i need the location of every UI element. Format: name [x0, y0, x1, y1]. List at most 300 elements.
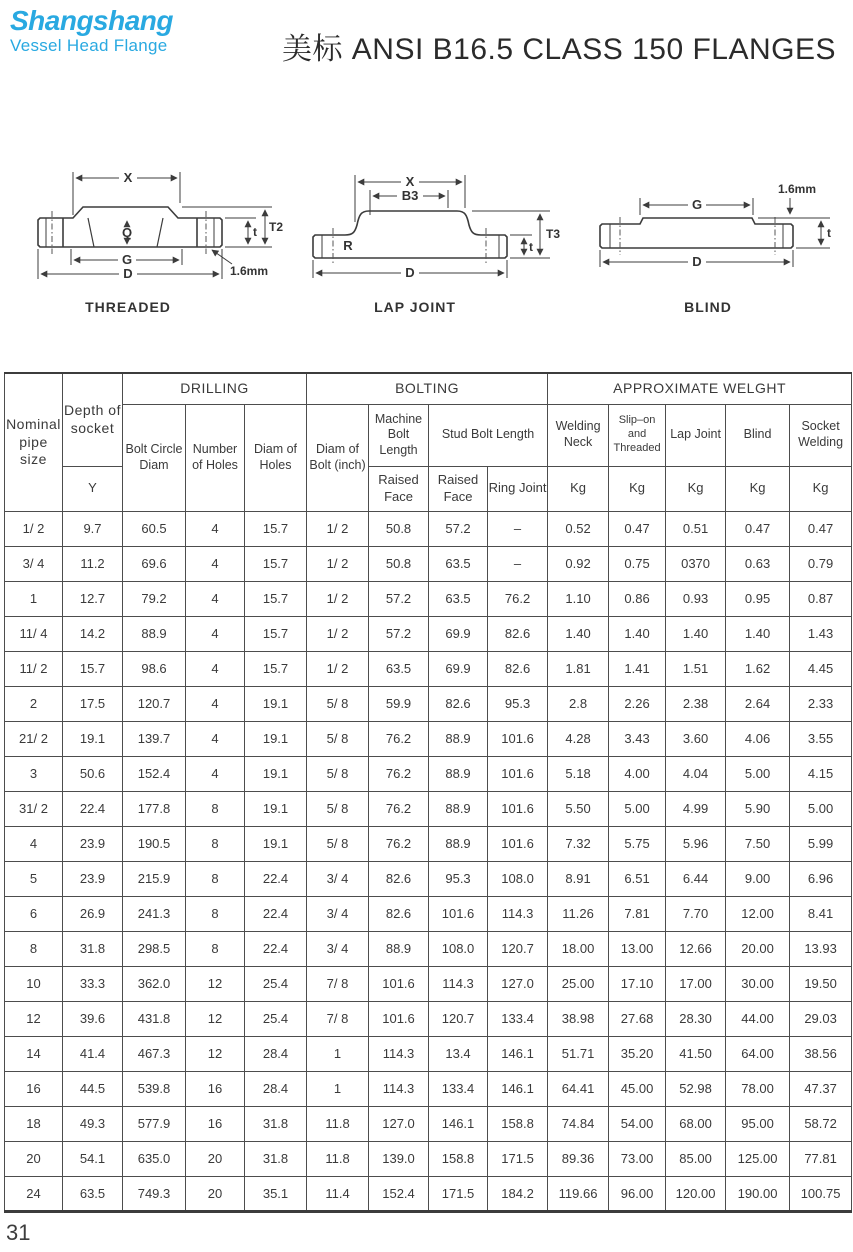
- cell: 119.66: [548, 1176, 609, 1211]
- table-body: [5, 511, 852, 1211]
- cell: 8: [186, 791, 245, 826]
- table-row: [5, 511, 852, 546]
- cell: 2.64: [726, 686, 790, 721]
- cell: 5: [5, 861, 63, 896]
- cell: 108.0: [429, 931, 488, 966]
- cell: –: [488, 546, 548, 581]
- cell: 8: [186, 896, 245, 931]
- cell: 15.7: [63, 651, 123, 686]
- cell: 184.2: [488, 1176, 548, 1211]
- cell: 82.6: [488, 616, 548, 651]
- cell: 5/ 8: [307, 686, 369, 721]
- table-row: [5, 1176, 852, 1211]
- unit-kg-2: Kg: [609, 466, 666, 511]
- cell: 79.2: [123, 581, 186, 616]
- cell: 19.1: [245, 756, 307, 791]
- cell: 4.28: [548, 721, 609, 756]
- cell: 146.1: [488, 1071, 548, 1106]
- table-row: [5, 1141, 852, 1176]
- brand-logo: [10, 6, 173, 55]
- svg-text:G: G: [121, 252, 133, 267]
- unit-kg-5: Kg: [790, 466, 852, 511]
- header-socket-welding: Socket Welding: [790, 404, 852, 466]
- cell: 63.5: [63, 1176, 123, 1211]
- cell: 101.6: [369, 966, 429, 1001]
- cell: 16: [5, 1071, 63, 1106]
- unit-kg-4: Kg: [726, 466, 790, 511]
- cell: 96.00: [609, 1176, 666, 1211]
- header-bolt-circle-diam: Bolt Circle Diam: [123, 404, 186, 511]
- cell: 15.7: [245, 581, 307, 616]
- cell: 5.00: [726, 756, 790, 791]
- cell: 88.9: [369, 931, 429, 966]
- cell: 7.70: [666, 896, 726, 931]
- cell: 8.91: [548, 861, 609, 896]
- lapjoint-dim-labels: [343, 174, 560, 315]
- cell: 125.00: [726, 1141, 790, 1176]
- cell: 3: [5, 756, 63, 791]
- cell: 133.4: [429, 1071, 488, 1106]
- header-nominal-pipe-size: Nominal pipe size: [5, 373, 63, 511]
- page-number: 31: [6, 1220, 31, 1245]
- cell: 31.8: [245, 1106, 307, 1141]
- cell: 577.9: [123, 1106, 186, 1141]
- cell: 120.7: [123, 686, 186, 721]
- cell: 171.5: [429, 1176, 488, 1211]
- svg-text:T2: T2: [269, 220, 284, 234]
- table-row: [5, 861, 852, 896]
- svg-text:t: t: [253, 225, 257, 239]
- cell: 6.51: [609, 861, 666, 896]
- cell: 57.2: [369, 616, 429, 651]
- cell: 1/ 2: [307, 581, 369, 616]
- cell: 12: [5, 1001, 63, 1036]
- cell: 1/ 2: [307, 616, 369, 651]
- cell: 0370: [666, 546, 726, 581]
- cell: 30.00: [726, 966, 790, 1001]
- cell: 78.00: [726, 1071, 790, 1106]
- cell: 98.6: [123, 651, 186, 686]
- cell: 1.81: [548, 651, 609, 686]
- cell: 127.0: [369, 1106, 429, 1141]
- svg-text:Q: Q: [121, 225, 133, 240]
- cell: 5/ 8: [307, 756, 369, 791]
- cell: 41.4: [63, 1036, 123, 1071]
- cell: 4.45: [790, 651, 852, 686]
- cell: 22.4: [245, 931, 307, 966]
- cell: 177.8: [123, 791, 186, 826]
- cell: 0.47: [790, 511, 852, 546]
- header-ring-joint: Ring Joint: [488, 466, 548, 511]
- flange-drawings: [0, 160, 853, 340]
- cell: 215.9: [123, 861, 186, 896]
- cell: 14.2: [63, 616, 123, 651]
- cell: 20: [5, 1141, 63, 1176]
- cell: 19.50: [790, 966, 852, 1001]
- brand-name: Shangshang: [10, 5, 174, 36]
- blind-outline: [600, 218, 793, 248]
- header-stud-raised-face: Raised Face: [429, 466, 488, 511]
- cell: 49.3: [63, 1106, 123, 1141]
- cell: 54.1: [63, 1141, 123, 1176]
- page-title: 美标 ANSI B16.5 CLASS 150 FLANGES: [281, 33, 837, 66]
- cell: 7.50: [726, 826, 790, 861]
- cell: 23.9: [63, 861, 123, 896]
- cell: 8: [5, 931, 63, 966]
- cell: 41.50: [666, 1036, 726, 1071]
- cell: 18.00: [548, 931, 609, 966]
- blind-caption: BLIND: [684, 299, 732, 315]
- cell: 127.0: [488, 966, 548, 1001]
- cell: 1.40: [548, 616, 609, 651]
- cell: 82.6: [429, 686, 488, 721]
- cell: 77.81: [790, 1141, 852, 1176]
- cell: 467.3: [123, 1036, 186, 1071]
- cell: 4.00: [609, 756, 666, 791]
- svg-text:D: D: [692, 254, 702, 269]
- cell: 64.41: [548, 1071, 609, 1106]
- header-blind: Blind: [726, 404, 790, 466]
- cell: 12: [186, 1001, 245, 1036]
- cell: 12.7: [63, 581, 123, 616]
- cell: 23.9: [63, 826, 123, 861]
- cell: 0.93: [666, 581, 726, 616]
- cell: 5.90: [726, 791, 790, 826]
- cell: 108.0: [488, 861, 548, 896]
- cell: 2.26: [609, 686, 666, 721]
- cell: 29.03: [790, 1001, 852, 1036]
- cell: 25.4: [245, 966, 307, 1001]
- cell: 13.00: [609, 931, 666, 966]
- cell: 15.7: [245, 546, 307, 581]
- cell: 51.71: [548, 1036, 609, 1071]
- cell: 0.52: [548, 511, 609, 546]
- table-row: [5, 966, 852, 1001]
- lapjoint-caption: LAP JOINT: [374, 299, 456, 315]
- table-row: [5, 1071, 852, 1106]
- cell: 15.7: [245, 616, 307, 651]
- cell: 0.47: [726, 511, 790, 546]
- table-row: [5, 1106, 852, 1141]
- cell: 50.8: [369, 546, 429, 581]
- cell: 1.40: [726, 616, 790, 651]
- cell: 139.7: [123, 721, 186, 756]
- cell: 114.3: [369, 1036, 429, 1071]
- cell: 89.36: [548, 1141, 609, 1176]
- cell: 4: [186, 686, 245, 721]
- cell: 9.00: [726, 861, 790, 896]
- cell: 25.4: [245, 1001, 307, 1036]
- cell: 4: [186, 511, 245, 546]
- cell: 3.55: [790, 721, 852, 756]
- cell: 1/ 2: [307, 651, 369, 686]
- cell: 100.75: [790, 1176, 852, 1211]
- cell: 0.95: [726, 581, 790, 616]
- cell: 52.98: [666, 1071, 726, 1106]
- header-group-bolting: BOLTING: [307, 373, 548, 404]
- cell: 146.1: [488, 1036, 548, 1071]
- cell: 39.6: [63, 1001, 123, 1036]
- cell: 101.6: [488, 721, 548, 756]
- cell: 6.96: [790, 861, 852, 896]
- cell: 11/ 4: [5, 616, 63, 651]
- table-row: [5, 651, 852, 686]
- cell: 88.9: [429, 791, 488, 826]
- cell: 57.2: [369, 581, 429, 616]
- cell: 158.8: [488, 1106, 548, 1141]
- cell: 73.00: [609, 1141, 666, 1176]
- cell: 58.72: [790, 1106, 852, 1141]
- cell: 12: [186, 966, 245, 1001]
- cell: 2.8: [548, 686, 609, 721]
- cell: 133.4: [488, 1001, 548, 1036]
- cell: 4.15: [790, 756, 852, 791]
- cell: 26.9: [63, 896, 123, 931]
- cell: 28.4: [245, 1036, 307, 1071]
- cell: 298.5: [123, 931, 186, 966]
- cell: 95.3: [488, 686, 548, 721]
- cell: 54.00: [609, 1106, 666, 1141]
- header-machine-raised-face: Raised Face: [369, 466, 429, 511]
- cell: 74.84: [548, 1106, 609, 1141]
- cell: 76.2: [369, 721, 429, 756]
- cell: 120.00: [666, 1176, 726, 1211]
- flange-spec-table: [4, 372, 852, 1213]
- cell: 12: [186, 1036, 245, 1071]
- table-row: [5, 791, 852, 826]
- cell: 539.8: [123, 1071, 186, 1106]
- cell: 82.6: [369, 861, 429, 896]
- cell: 120.7: [488, 931, 548, 966]
- cell: 69.6: [123, 546, 186, 581]
- table-row: [5, 896, 852, 931]
- cell: 76.2: [369, 756, 429, 791]
- cell: 64.00: [726, 1036, 790, 1071]
- cell: 44.00: [726, 1001, 790, 1036]
- cell: 3/ 4: [5, 546, 63, 581]
- cell: 63.5: [429, 581, 488, 616]
- cell: 3.43: [609, 721, 666, 756]
- cell: 8: [186, 826, 245, 861]
- table-row: [5, 546, 852, 581]
- cell: 0.92: [548, 546, 609, 581]
- cell: 5/ 8: [307, 791, 369, 826]
- cell: 4: [186, 546, 245, 581]
- cell: 4: [186, 651, 245, 686]
- cell: 11.8: [307, 1141, 369, 1176]
- cell: 1.51: [666, 651, 726, 686]
- cell: 28.4: [245, 1071, 307, 1106]
- cell: 38.56: [790, 1036, 852, 1071]
- cell: 120.7: [429, 1001, 488, 1036]
- cell: 18: [5, 1106, 63, 1141]
- cell: 9.7: [63, 511, 123, 546]
- table-row: [5, 581, 852, 616]
- cell: 7.81: [609, 896, 666, 931]
- cell: 20.00: [726, 931, 790, 966]
- cell: 28.30: [666, 1001, 726, 1036]
- table-row: [5, 721, 852, 756]
- svg-text:T3: T3: [546, 227, 561, 241]
- cell: 1.41: [609, 651, 666, 686]
- cell: 0.87: [790, 581, 852, 616]
- svg-text:t: t: [529, 240, 533, 254]
- cell: 0.79: [790, 546, 852, 581]
- header-depth-of-socket: Depth of socket: [63, 373, 123, 466]
- cell: 59.9: [369, 686, 429, 721]
- cell: 5.99: [790, 826, 852, 861]
- cell: 22.4: [63, 791, 123, 826]
- lapjoint-dimensions: [313, 175, 550, 278]
- blind-centerlines: [620, 217, 775, 255]
- header-slip-on-threaded: Slip–on and Threaded: [609, 404, 666, 466]
- cell: 19.1: [63, 721, 123, 756]
- cell: 1.40: [609, 616, 666, 651]
- svg-text:D: D: [405, 265, 415, 280]
- lapjoint-centerlines: [333, 228, 486, 265]
- cell: 5/ 8: [307, 721, 369, 756]
- cell: 17.00: [666, 966, 726, 1001]
- cell: 101.6: [488, 791, 548, 826]
- svg-text:X: X: [405, 174, 415, 189]
- cell: 95.3: [429, 861, 488, 896]
- cell: 11.26: [548, 896, 609, 931]
- blind-dimensions: [600, 198, 830, 267]
- cell: 13.93: [790, 931, 852, 966]
- cell: 3.60: [666, 721, 726, 756]
- cell: 6.44: [666, 861, 726, 896]
- table-row: [5, 756, 852, 791]
- threaded-dimensions: [38, 172, 272, 279]
- cell: 20: [186, 1141, 245, 1176]
- svg-text:D: D: [123, 266, 133, 281]
- cell: 19.1: [245, 791, 307, 826]
- cell: 88.9: [429, 826, 488, 861]
- cell: 10: [5, 966, 63, 1001]
- cell: 63.5: [429, 546, 488, 581]
- cell: 5.75: [609, 826, 666, 861]
- cell: 2.38: [666, 686, 726, 721]
- header-diam-of-holes: Diam of Holes: [245, 404, 307, 511]
- cell: 1/ 2: [307, 511, 369, 546]
- cell: 31.8: [63, 931, 123, 966]
- svg-text:X: X: [123, 170, 133, 185]
- cell: 0.47: [609, 511, 666, 546]
- diagram-lap-joint: [300, 160, 580, 340]
- cell: 3/ 4: [307, 896, 369, 931]
- cell: 4: [186, 616, 245, 651]
- threaded-dim-labels: [85, 170, 283, 315]
- cell: 68.00: [666, 1106, 726, 1141]
- cell: 38.98: [548, 1001, 609, 1036]
- cell: 45.00: [609, 1071, 666, 1106]
- cell: 19.1: [245, 826, 307, 861]
- cell: 50.8: [369, 511, 429, 546]
- cell: 16: [186, 1071, 245, 1106]
- cell: 2.33: [790, 686, 852, 721]
- cell: 63.5: [369, 651, 429, 686]
- cell: 114.3: [369, 1071, 429, 1106]
- cell: 0.63: [726, 546, 790, 581]
- cell: 101.6: [488, 826, 548, 861]
- svg-text:R: R: [343, 238, 353, 253]
- table-row: [5, 826, 852, 861]
- cell: 7.32: [548, 826, 609, 861]
- cell: 6: [5, 896, 63, 931]
- table-row: [5, 686, 852, 721]
- cell: 21/ 2: [5, 721, 63, 756]
- cell: 4: [186, 581, 245, 616]
- cell: 47.37: [790, 1071, 852, 1106]
- cell: 57.2: [429, 511, 488, 546]
- diagram-threaded: [0, 160, 300, 340]
- cell: 190.00: [726, 1176, 790, 1211]
- cell: 88.9: [429, 756, 488, 791]
- cell: 11.4: [307, 1176, 369, 1211]
- cell: 31/ 2: [5, 791, 63, 826]
- unit-kg-3: Kg: [666, 466, 726, 511]
- cell: 15.7: [245, 651, 307, 686]
- header-lap-joint: Lap Joint: [666, 404, 726, 466]
- cell: 17.10: [609, 966, 666, 1001]
- header-diam-of-bolt: Diam of Bolt (inch): [307, 404, 369, 511]
- header-number-of-holes: Number of Holes: [186, 404, 245, 511]
- cell: 4.99: [666, 791, 726, 826]
- cell: 82.6: [369, 896, 429, 931]
- cell: 14: [5, 1036, 63, 1071]
- cell: 158.8: [429, 1141, 488, 1176]
- cell: 16: [186, 1106, 245, 1141]
- unit-kg-1: Kg: [548, 466, 609, 511]
- cell: 114.3: [429, 966, 488, 1001]
- cell: 60.5: [123, 511, 186, 546]
- cell: 82.6: [488, 651, 548, 686]
- cell: –: [488, 511, 548, 546]
- cell: 33.3: [63, 966, 123, 1001]
- cell: 101.6: [369, 1001, 429, 1036]
- cell: 76.2: [488, 581, 548, 616]
- diagram-blind: [580, 160, 853, 340]
- cell: 69.9: [429, 616, 488, 651]
- cell: 4: [186, 756, 245, 791]
- cell: 24: [5, 1176, 63, 1211]
- cell: 4.06: [726, 721, 790, 756]
- cell: 15.7: [245, 511, 307, 546]
- cell: 171.5: [488, 1141, 548, 1176]
- cell: 5.50: [548, 791, 609, 826]
- cell: 5.96: [666, 826, 726, 861]
- cell: 35.1: [245, 1176, 307, 1211]
- header-group-drilling: DRILLING: [123, 373, 307, 404]
- cell: 27.68: [609, 1001, 666, 1036]
- header-group-weight: APPROXIMATE WELGHT: [548, 373, 852, 404]
- cell: 19.1: [245, 686, 307, 721]
- cell: 0.75: [609, 546, 666, 581]
- cell: 1.43: [790, 616, 852, 651]
- cell: 8: [186, 931, 245, 966]
- cell: 3/ 4: [307, 861, 369, 896]
- cell: 5.00: [790, 791, 852, 826]
- cell: 152.4: [369, 1176, 429, 1211]
- cell: 4.04: [666, 756, 726, 791]
- cell: 12.00: [726, 896, 790, 931]
- cell: 31.8: [245, 1141, 307, 1176]
- table-row: [5, 931, 852, 966]
- table-row: [5, 616, 852, 651]
- cell: 4: [5, 826, 63, 861]
- cell: 0.51: [666, 511, 726, 546]
- cell: 431.8: [123, 1001, 186, 1036]
